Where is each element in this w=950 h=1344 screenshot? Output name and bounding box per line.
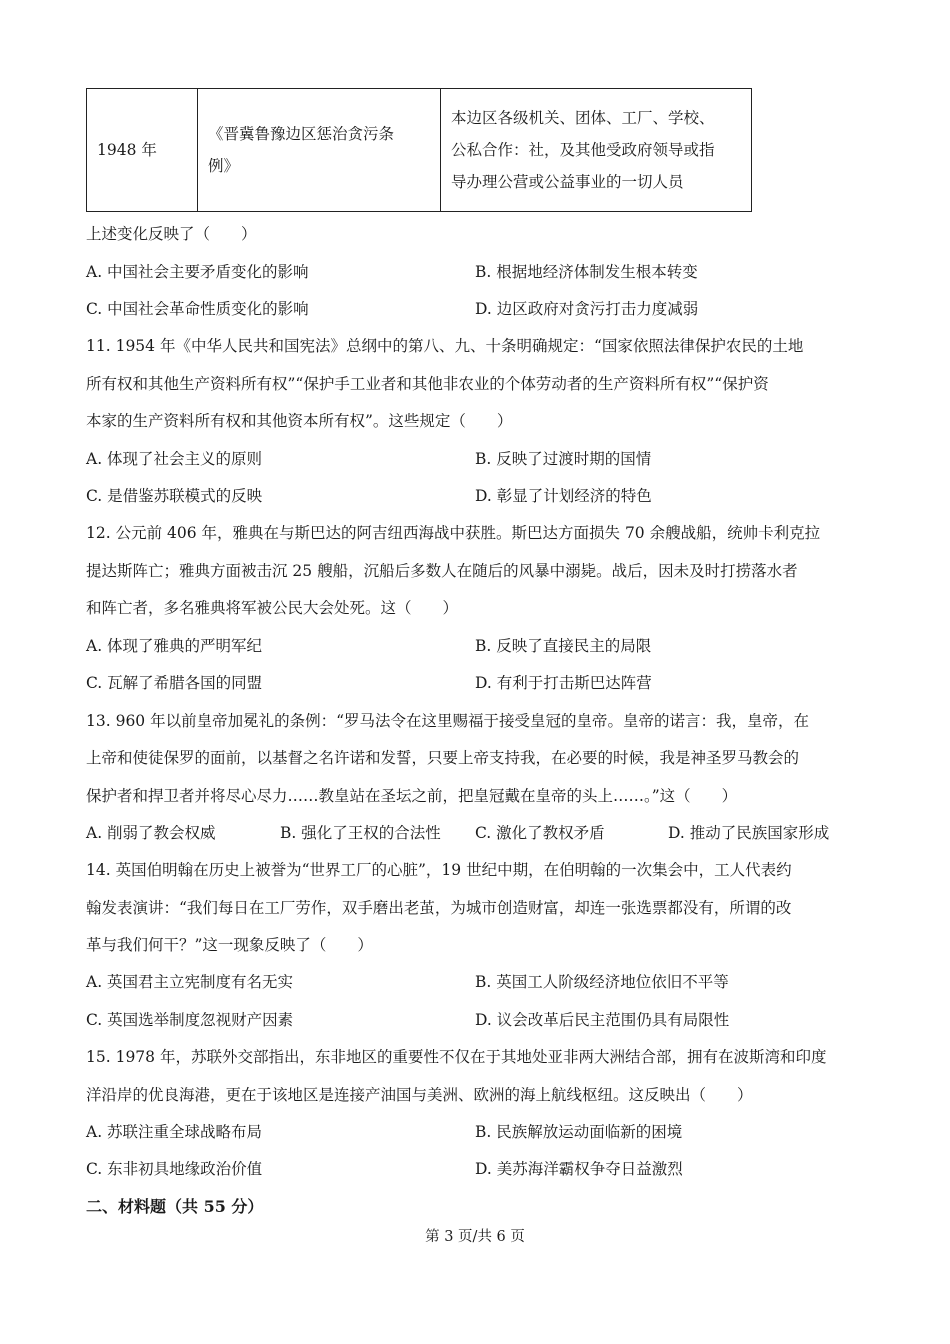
- section-2-title: 二、材料题（共 55 分）: [86, 1197, 264, 1216]
- q13-line-3: 保护者和捍卫者并将尽心尽力……教皇站在圣坛之前，把皇冠戴在皇帝的头上……。”这（ ）: [86, 787, 738, 805]
- q12-option-b[interactable]: B. 反映了直接民主的局限: [475, 637, 652, 655]
- q10-option-a[interactable]: A. 中国社会主要矛盾变化的影响: [86, 263, 309, 281]
- scope-line-2: 公私合作：社，及其他受政府领导或指: [451, 141, 715, 159]
- q12-option-c[interactable]: C. 瓦解了希腊各国的同盟: [86, 674, 263, 692]
- q14-option-c[interactable]: C. 英国选举制度忽视财产因素: [86, 1011, 294, 1029]
- q13-option-d[interactable]: D. 推动了民族国家形成: [668, 824, 830, 842]
- page-number: 第 3 页/共 6 页: [425, 1229, 525, 1245]
- q14-option-a[interactable]: A. 英国君主立宪制度有名无实: [86, 973, 294, 991]
- q12-option-a[interactable]: A. 体现了雅典的严明军纪: [86, 637, 263, 655]
- q13-option-c[interactable]: C. 激化了教权矛盾: [475, 824, 605, 842]
- q15-line-1: 15. 1978 年，苏联外交部指出，东非地区的重要性不仅在于其地处亚非两大洲结合部，拥有在波斯湾和印度: [86, 1048, 827, 1066]
- q15-option-b[interactable]: B. 民族解放运动面临新的困境: [475, 1123, 683, 1141]
- q14-line-1: 14. 英国伯明翰在历史上被誉为“世界工厂的心脏”，19 世纪中期，在伯明翰的一次集会中，工人代表约: [86, 861, 792, 879]
- q13-line-2: 上帝和使徒保罗的面前，以基督之名许诺和发誓，只要上帝支持我，在必要的时候，我是神圣罗马教会的: [86, 749, 800, 767]
- table-cell-year: [87, 89, 198, 212]
- q12-line-1: 12. 公元前 406 年，雅典在与斯巴达的阿吉纽西海战中获胜。斯巴达方面损失 70 余艘战船，统帅卡利克拉: [86, 524, 821, 542]
- q11-option-c[interactable]: C. 是借鉴苏联模式的反映: [86, 487, 263, 505]
- q15-line-2: 洋沿岸的优良海港，更在于该地区是连接产油国与美洲、欧洲的海上航线枢纽。这反映出（ ）: [86, 1086, 753, 1104]
- q10-stem: 上述变化反映了（ ）: [86, 225, 257, 243]
- law-table: [86, 88, 752, 212]
- q11-line-1: 11. 1954 年《中华人民共和国宪法》总纲中的第八、九、十条明确规定：“国家依照法律保护农民的土地: [86, 337, 804, 355]
- q12-line-3: 和阵亡者，多名雅典将军被公民大会处死。这（ ）: [86, 599, 459, 617]
- law-line-1: 《晋冀鲁豫边区惩治贪污条: [208, 125, 395, 143]
- q11-option-d[interactable]: D. 彰显了计划经济的特色: [475, 487, 652, 505]
- q15-option-d[interactable]: D. 美苏海洋霸权争夺日益激烈: [475, 1160, 683, 1178]
- table-cell-scope: [441, 89, 752, 212]
- q15-option-a[interactable]: A. 苏联注重全球战略布局: [86, 1123, 263, 1141]
- q14-line-2: 翰发表演讲：“我们每日在工厂劳作，双手磨出老茧，为城市创造财富，却连一张选票都没有，所谓的改: [86, 899, 792, 917]
- q11-line-2: 所有权和其他生产资料所有权”“保护手工业者和其他非农业的个体劳动者的生产资料所有权”“保护资: [86, 375, 769, 393]
- table-row: [87, 89, 752, 212]
- q13-option-a[interactable]: A. 削弱了教会权威: [86, 824, 216, 842]
- q11-option-b[interactable]: B. 反映了过渡时期的国情: [475, 450, 652, 468]
- q10-option-c[interactable]: C. 中国社会革命性质变化的影响: [86, 300, 309, 318]
- law-line-2: 例》: [208, 157, 240, 175]
- q10-option-b[interactable]: B. 根据地经济体制发生根本转变: [475, 263, 698, 281]
- q14-option-b[interactable]: B. 英国工人阶级经济地位依旧不平等: [475, 973, 729, 991]
- q14-line-3: 革与我们何干？”这一现象反映了（ ）: [86, 936, 373, 954]
- q10-option-d[interactable]: D. 边区政府对贪污打击力度减弱: [475, 300, 699, 318]
- q11-option-a[interactable]: A. 体现了社会主义的原则: [86, 450, 263, 468]
- scope-line-3: 导办理公营或公益事业的一切人员: [451, 173, 684, 191]
- q15-option-c[interactable]: C. 东非初具地缘政治价值: [86, 1160, 263, 1178]
- scope-line-1: 本边区各级机关、团体、工厂、学校、: [451, 109, 715, 127]
- q13-line-1: 13. 960 年以前皇帝加冕礼的条例：“罗马法令在这里赐福于接受皇冠的皇帝。皇帝的诺言：我，皇帝，在: [86, 712, 810, 730]
- q14-option-d[interactable]: D. 议会改革后民主范围仍具有局限性: [475, 1011, 730, 1029]
- q13-option-b[interactable]: B. 强化了王权的合法性: [280, 824, 441, 842]
- year-text: 1948 年: [97, 141, 157, 159]
- table-cell-law: [198, 89, 441, 212]
- q11-line-3: 本家的生产资料所有权和其他资本所有权”。这些规定（ ）: [86, 412, 513, 430]
- q12-option-d[interactable]: D. 有利于打击斯巴达阵营: [475, 674, 652, 692]
- q12-line-2: 提达斯阵亡；雅典方面被击沉 25 艘船，沉船后多数人在随后的风暴中溺毙。战后，因未及时打捞落水者: [86, 562, 798, 580]
